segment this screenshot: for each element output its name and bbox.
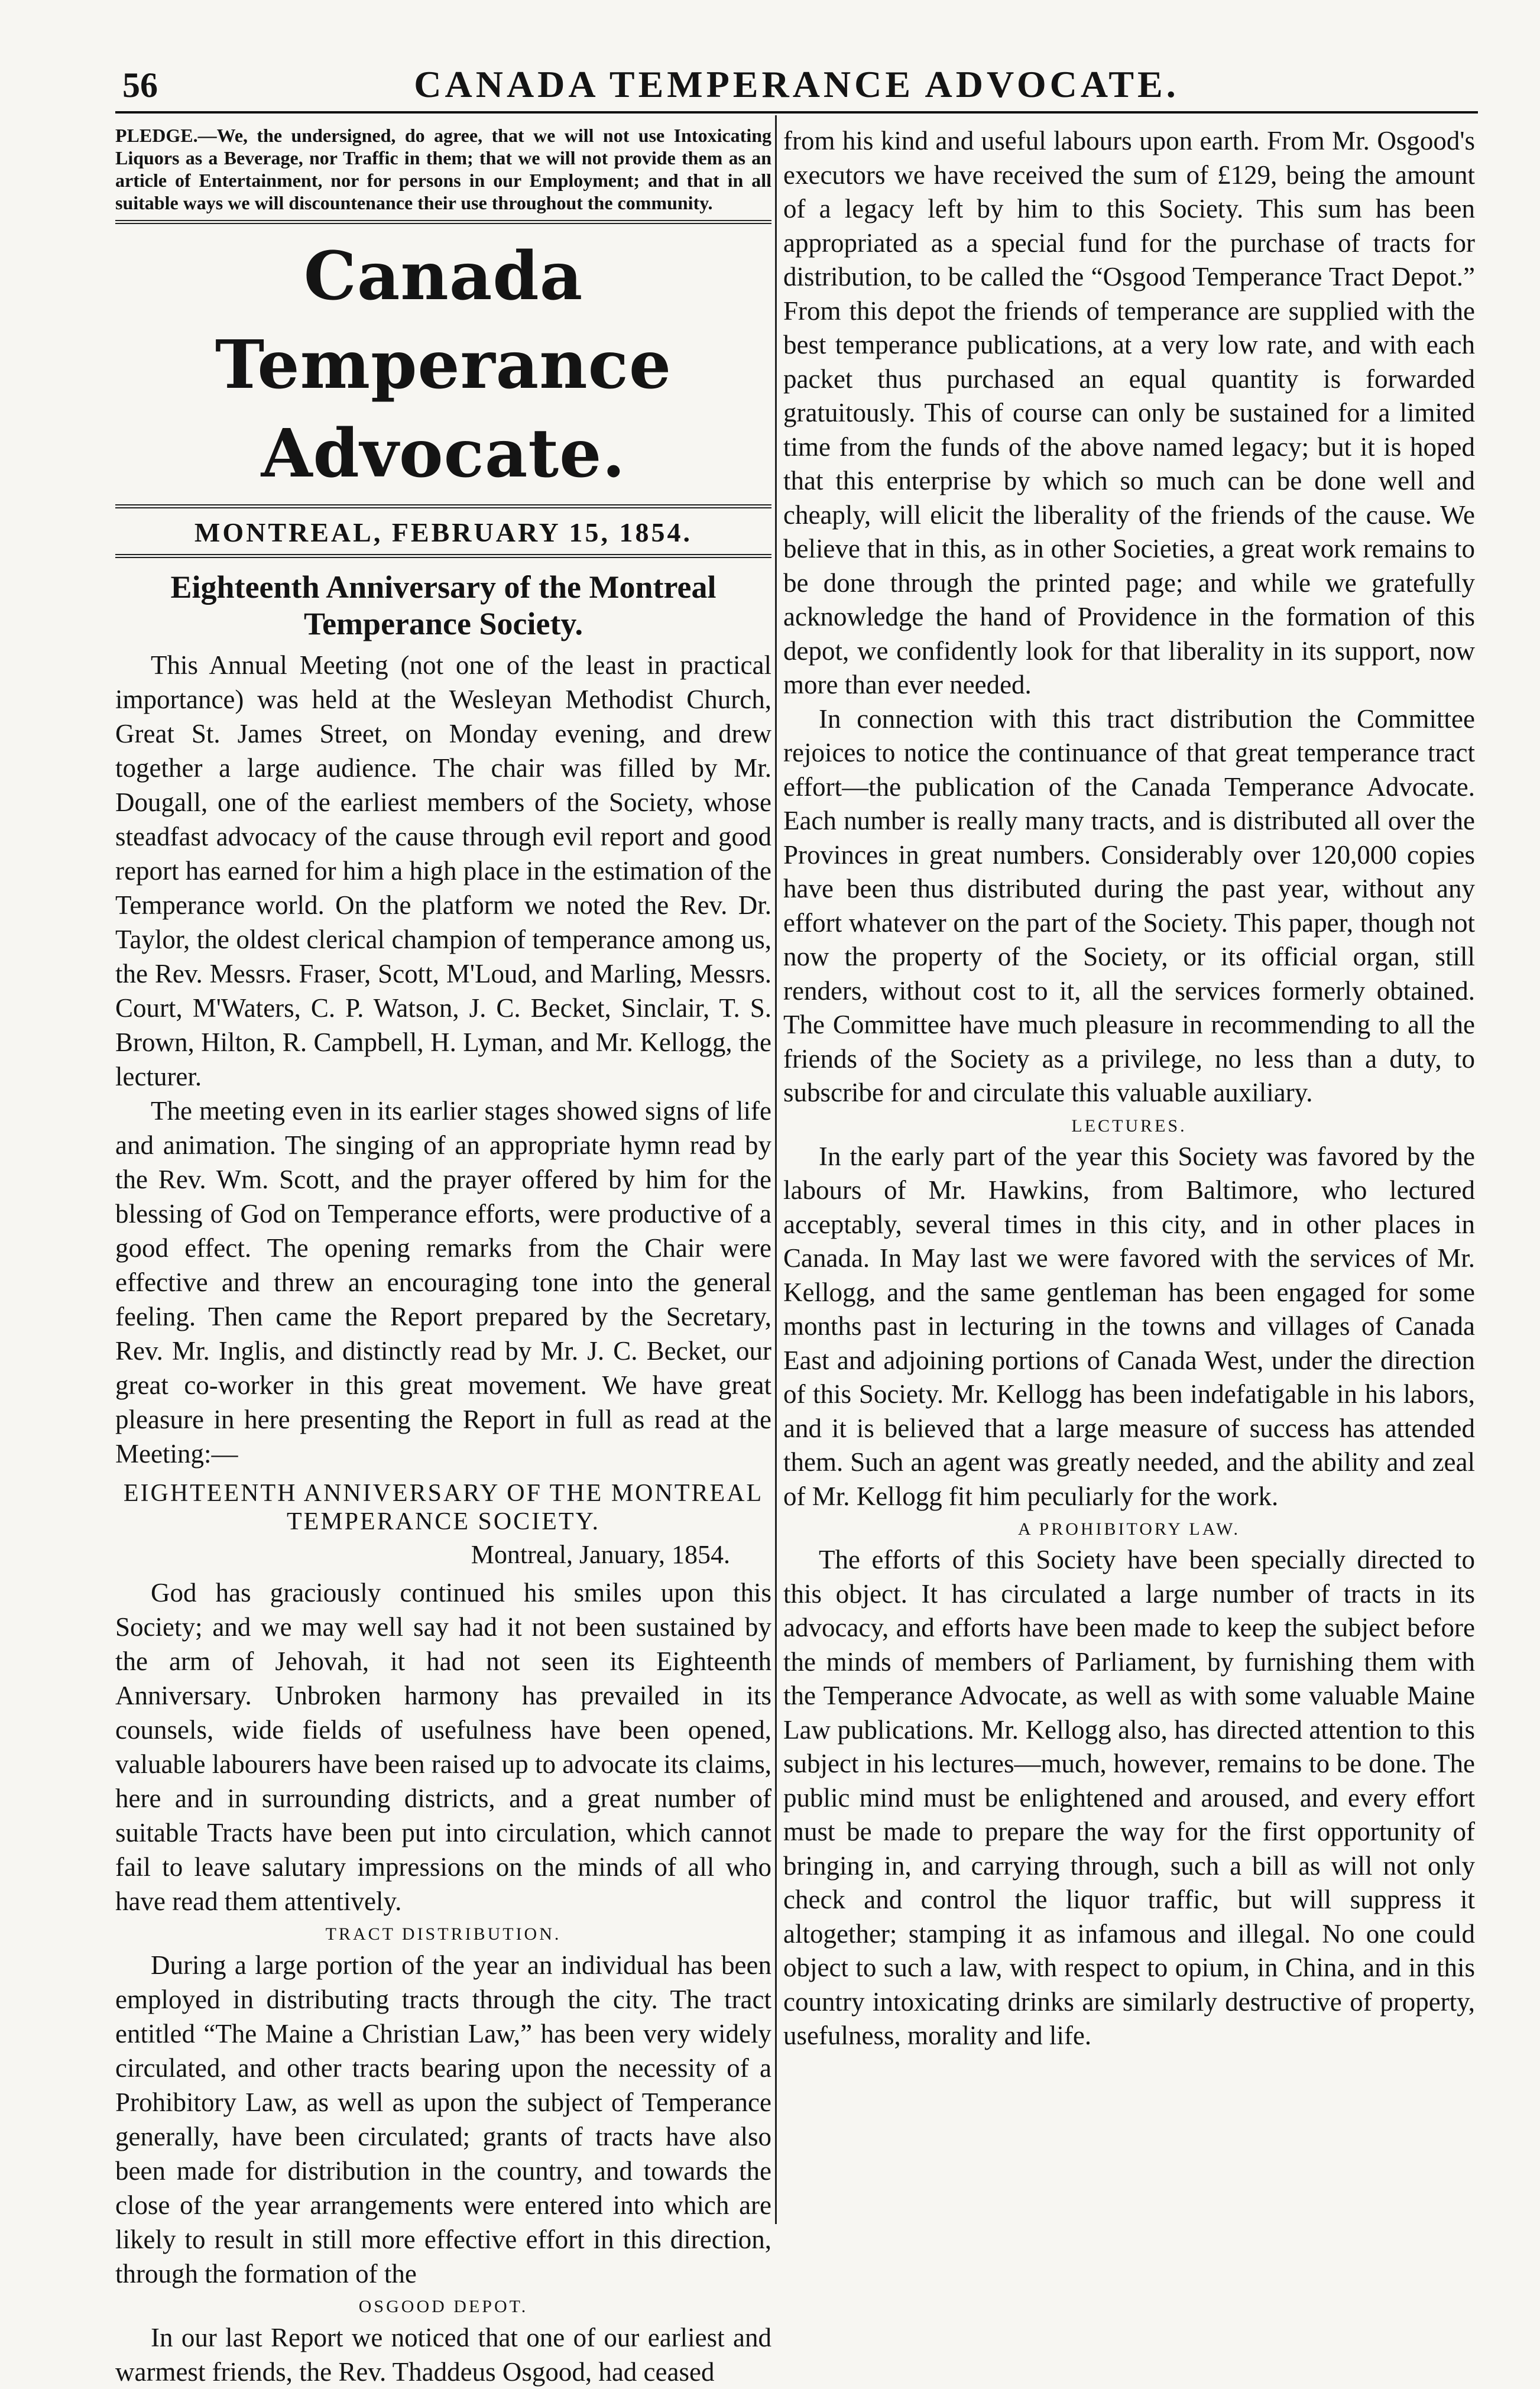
pledge-text: We, the undersigned, do agree, that we will not use Intoxicating Liquors as a Beverage, nor Traffic in them; that we will not provide them as an article of Entertainment, nor for persons in our Employment; and that in all suitable ways we will discountenance their use throughout the community. (115, 125, 771, 213)
report-date: Montreal, January, 1854. (471, 1540, 730, 1569)
section-heading-osgood: OSGOOD DEPOT. (358, 2297, 529, 2316)
right-column (783, 124, 1475, 2224)
paragraph: In connection with this tract distribution the Committee rejoices to notice the continuance of that great temperance tract effort—the publication of the Canada Temperance Advocate. Each number is really many tracts, and is distributed all over the Provinces in great numbers. Considerably over 120,000 copies have been thus distributed during the past year, without any effort whatever on the part of the Society. This paper, though not now the property of the Society, or its official organ, still renders, without cost to it, all the services formerly obtained. The Committee have much pleasure in recommending to all the friends of the Society as a privilege, no less than a duty, to subscribe for and circulate this valuable auxiliary. (783, 704, 1475, 1107)
paragraph: In our last Report we noticed that one of our earliest and warmest friends, the Rev. Thaddeus Osgood, had ceased (115, 2323, 771, 2387)
paragraph: This Annual Meeting (not one of the least in practical importance) was held at the Wesleyan Methodist Church, Great St. James Street, on Monday evening, and drew together a large audience. The chair was filled by Mr. Dougall, one of the earliest members of the Society, whose steadfast advocacy of the cause through evil report and good report has earned for him a high place in the estimation of the Temperance world. On the platform we noted the Rev. Dr. Taylor, the oldest clerical champion of temperance among us, the Rev. Messrs. Fraser, Scott, M'Loud, and Marling, Messrs. Court, M'Waters, C. P. Watson, J. C. Becket, Sinclair, T. S. Brown, Hilton, R. Campbell, H. Lyman, and Mr. Kellogg, the lecturer. (115, 650, 771, 1091)
dateline: MONTREAL, FEBRUARY 15, 1854. (194, 517, 693, 547)
report-title: EIGHTEENTH ANNIVERSARY OF THE MONTREAL TEMPERANCE SOCIETY. (123, 1480, 764, 1535)
paragraph: The efforts of this Society have been specially directed to this object. It has circulated a large number of tracts in its advocacy, and efforts have been made to keep the subject before the minds of members of Parliament, by furnishing them with the Temperance Advocate, as well as with some valuable Maine Law publications. Mr. Kellogg also, has directed attention to this subject in his lectures—much, however, remains to be done. The public mind must be enlightened and aroused, and every effort must be made to prepare the way for the first opportunity of bringing in, and carrying through, such a bill as will not only check and control the liquor traffic, but will suppress it altogether; stamping it as infamous and illegal. No one could object to such a law, with respect to opium, in China, and in this country intoxicating drinks are similarly destructive of property, usefulness, morality and life. (783, 1545, 1475, 2050)
rule (115, 504, 771, 508)
column-divider (775, 115, 777, 2224)
section-heading-lectures: LECTURES. (1071, 1116, 1187, 1136)
header-rule (115, 111, 1478, 114)
running-title: CANADA TEMPERANCE ADVOCATE. (414, 63, 1179, 105)
masthead: Canada Temperance Advocate. (215, 238, 672, 492)
page-header (115, 57, 1478, 111)
paragraph: In the early part of the year this Society was favored by the labours of Mr. Hawkins, from Baltimore, who lectured acceptably, several times in this city, and in other places in Canada. In May last we were favored with the services of Mr. Kellogg, and the same gentleman has been engaged for some months past in lecturing in the towns and villages of Canada East and adjoining portions of Canada West, under the direction of this Society. Mr. Kellogg has been indefatigable in his labors, and it is believed that a large measure of success has attended them. Such an agent was greatly needed, and the ability and zeal of Mr. Kellogg fit him peculiarly for the work. (783, 1141, 1475, 1511)
rule (115, 554, 771, 558)
article-title: Eighteenth Anniversary of the Montreal Temperance Society. (170, 569, 716, 641)
paragraph: During a large portion of the year an individual has been employed in distributing tracts through the city. The tract entitled “The Maine a Christian Law,” has been very widely circulated, and other tracts bearing upon the necessity of a Prohibitory Law, as well as upon the subject of Temperance generally, have been circulated; grants of tracts have also been made for distribution in the country, and towards the close of the year arrangements were entered into which are likely to result in still more effective effort in this direction, through the formation of the (115, 1950, 771, 2288)
left-column (115, 124, 771, 2387)
rule (115, 220, 771, 224)
paragraph: The meeting even in its earlier stages showed signs of life and animation. The singing of an appropriate hymn read by the Rev. Wm. Scott, and the prayer offered by him for the blessing of God on Temperance efforts, were productive of a good effect. The opening remarks from the Chair were effective and threw an encouraging tone into the general feeling. Then came the Report prepared by the Secretary, Rev. Mr. Inglis, and distinctly read by Mr. J. C. Becket, our great co-worker in this great movement. We have great pleasure in here presenting the Report in full as read at the Meeting:— (115, 1096, 771, 1469)
paragraph: God has graciously continued his smiles upon this Society; and we may well say had it not been sustained by the arm of Jehovah, it had not seen its Eighteenth Anniversary. Unbroken harmony has prevailed in its counsels, wide fields of usefulness have been opened, valuable labourers have been raised up to advocate its claims, here and in surrounding districts, and a great number of suitable Tracts have been put into circulation, which cannot fail to leave salutary impressions on the minds of all who have read them attentively. (115, 1578, 771, 1916)
section-heading-tract: TRACT DISTRIBUTION. (325, 1924, 562, 1944)
pledge-notice (115, 124, 771, 214)
pledge-lead: PLEDGE.— (115, 125, 217, 146)
section-heading-prohibitory: A PROHIBITORY LAW. (1017, 1519, 1241, 1539)
paragraph: from his kind and useful labours upon earth. From Mr. Osgood's executors we have received the sum of £129, being the amount of a legacy left by him to this Society. This sum has been appropriated as a special fund for the purchase of tracts for distribution, to be called the “Osgood Temperance Tract Depot.” From this depot the friends of temperance are supplied with the best temperance publications, at a very low rate, and with each packet thus purchased an equal quantity is forwarded gratuitously. This of course can only be sustained for a limited time from the funds of the above named legacy; but it is hoped that this enterprise by which so much can be done well and cheaply, will elicit the liberality of the friends of the cause. We believe that in this, as in other Societies, a great work remains to be done through the printed page; and while we gratefully acknowledge the hand of Providence in the formation of this depot, we confidently look for that liberality in its support, now more than ever needed. (783, 126, 1475, 699)
page-number: 56 (122, 66, 158, 105)
